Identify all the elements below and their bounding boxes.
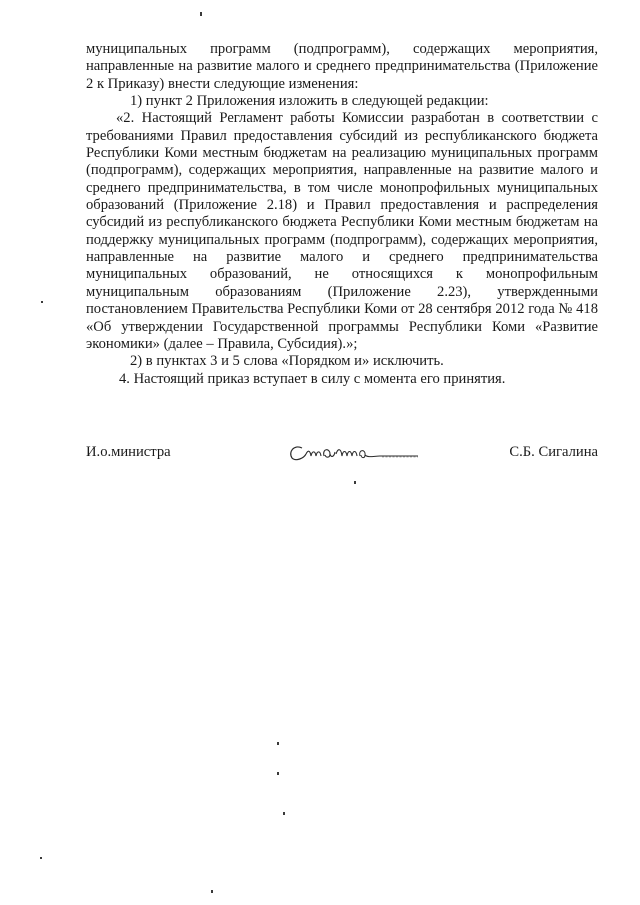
scan-speck bbox=[277, 742, 279, 745]
signature-block bbox=[86, 444, 598, 464]
scan-speck bbox=[200, 12, 202, 16]
scan-speck bbox=[41, 301, 43, 303]
paragraph-continuation: муниципальных программ (подпрограмм), содержащих мероприятия, направленные на развитие малого и среднего предпринимательства (Приложение 2 к Приказу) внести следующие изменения: bbox=[86, 41, 598, 92]
scan-speck bbox=[40, 857, 42, 859]
scan-speck bbox=[354, 481, 356, 484]
paragraph-item-4: 4. Настоящий приказ вступает в силу с момента его принятия. bbox=[119, 370, 506, 387]
handwritten-signature bbox=[284, 434, 424, 468]
scan-speck bbox=[277, 772, 279, 775]
paragraph-quoted-clause: «2. Настоящий Регламент работы Комиссии разработан в соответствии с требованиями Правил предоставления субсидий из республиканского бюджета Республики Коми местным бюджетам на реализацию муниципальных программ (подпрограмм), содержащих мероприятия, направленные на развитие малого и среднего предпринимательства, в том числе монопрофильных муниципальных образований (Приложение 2.18) и Правил предоставления и распределения субсидий из республиканского бюджета Республики Коми местным бюджетам на поддержку муниципальных программ (подпрограмм), содержащих мероприятия, направленные на развитие малого и среднего предпринимательства муниципальных образований, не относящихся к монопрофильным муниципальным образованиям (Приложение 2.23), утвержденными постановлением Правительства Республики Коми от 28 сентября 2012 года № 418 «Об утверждении Государственной программы Республики Коми «Развитие экономики» (далее – Правила, Субсидия).»; bbox=[86, 110, 598, 352]
signatory-name: С.Б. Сигалина bbox=[509, 444, 598, 460]
signatory-title: И.о.министра bbox=[86, 444, 171, 460]
paragraph-item-2: 2) в пунктах 3 и 5 слова «Порядком и» исключить. bbox=[130, 353, 444, 370]
paragraph-item-1: 1) пункт 2 Приложения изложить в следующей редакции: bbox=[130, 93, 489, 110]
scan-speck bbox=[283, 812, 285, 815]
document-body bbox=[86, 41, 598, 388]
scan-speck bbox=[211, 890, 213, 893]
